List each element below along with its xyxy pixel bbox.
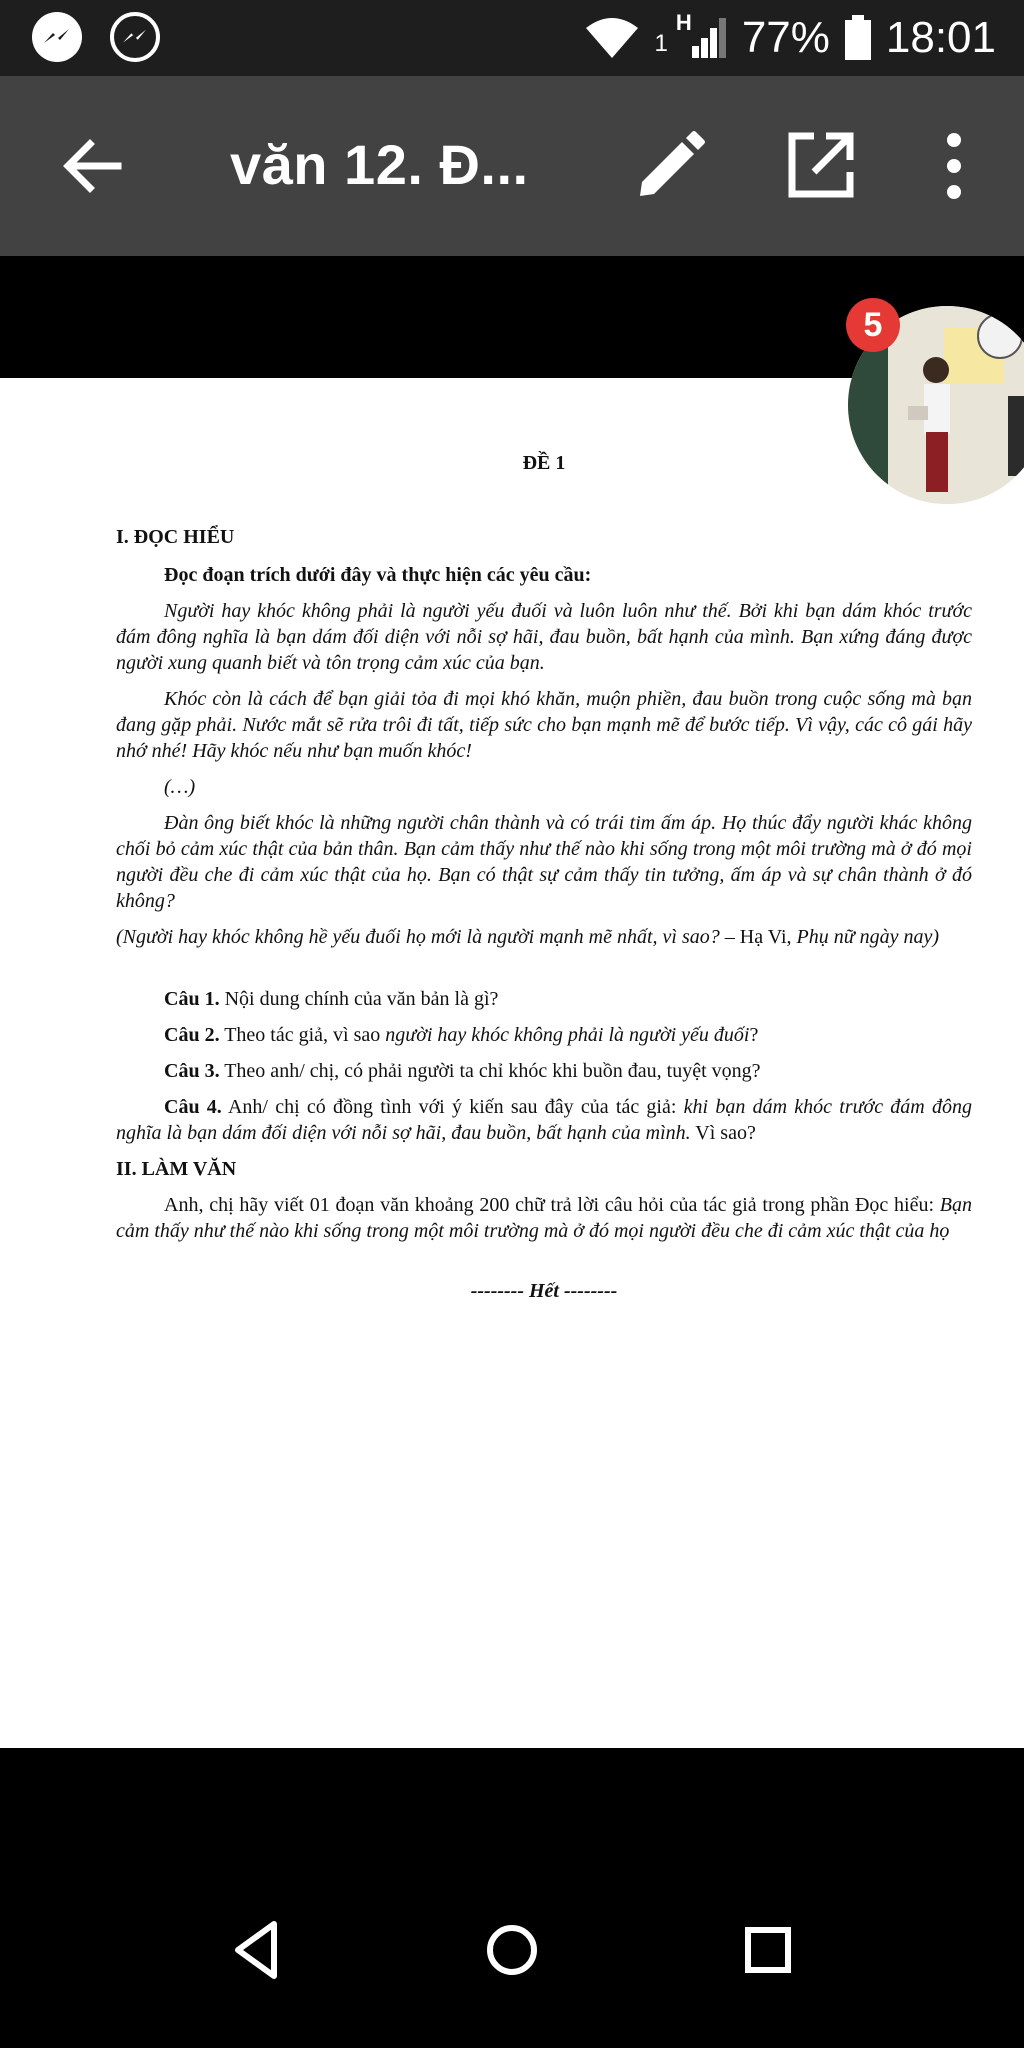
chat-head[interactable] bbox=[848, 306, 1024, 504]
clock: 18:01 bbox=[885, 13, 996, 62]
question-3 bbox=[116, 1058, 972, 1084]
passage-source bbox=[116, 924, 972, 950]
nav-home-icon[interactable] bbox=[476, 1914, 548, 1986]
nav-back-icon[interactable] bbox=[222, 1914, 294, 1986]
q2-quote: người hay khóc không phải là người yếu đuối bbox=[385, 1024, 750, 1046]
essay-quote: Bạn cảm thấy như thế nào khi sống trong một môi trường mà ở đó mọi người đều che đi cảm xúc thật của họ bbox=[116, 1194, 972, 1242]
q4-text: Anh/ chị có đồng tình với ý kiến sau đây của tác giả: bbox=[221, 1096, 684, 1118]
section-writing-title: II. LÀM VĂN bbox=[116, 1158, 237, 1180]
source-publication: Phụ nữ ngày nay) bbox=[796, 926, 940, 948]
q2-label: Câu 2. bbox=[164, 1024, 220, 1046]
passage-paragraph-1: Người hay khóc không phải là người yếu đuối và luôn luôn như thế. Bởi khi bạn dám khóc trước đám đông nghĩa là bạn dám đối diện với nỗi sợ hãi, đau buồn, bất hạnh của mình. Bạn xứng đáng được người xung quanh biết và tôn trọng cảm xúc của bạn. bbox=[116, 600, 972, 674]
back-arrow-icon[interactable] bbox=[56, 130, 128, 202]
more-vert-icon[interactable] bbox=[924, 126, 984, 206]
status-bar bbox=[0, 0, 1024, 76]
passage-paragraph-2: Khóc còn là cách để bạn giải tỏa đi mọi khó khăn, muộn phiền, đau buồn trong cuộc sống mà bạn đang gặp phải. Nước mắt sẽ rửa trôi đi tất, tiếp sức cho bạn mạnh mẽ để bước tiếp. Vì vậy, các cô gái hãy nhớ nhé! Hãy khóc nếu như bạn muốn khóc! bbox=[116, 688, 972, 762]
section-reading-title: I. ĐỌC HIỂU bbox=[116, 526, 235, 548]
navigation-bar bbox=[0, 1748, 1024, 2048]
messenger-icon bbox=[32, 12, 82, 62]
notification-icons bbox=[32, 12, 160, 62]
q1-label: Câu 1. bbox=[164, 988, 220, 1010]
source-title: (Người hay khóc không hề yếu đuối họ mới là người mạnh mẽ nhất, vì sao? bbox=[116, 926, 720, 948]
question-4 bbox=[116, 1094, 972, 1146]
q4-end: Vì sao? bbox=[690, 1122, 756, 1144]
messenger-outline-icon bbox=[110, 12, 160, 62]
document-title: văn 12. Đ... bbox=[230, 133, 529, 196]
passage-ellipsis: (…) bbox=[164, 776, 196, 798]
network-type: H bbox=[675, 10, 692, 35]
app-bar bbox=[0, 76, 1024, 256]
essay-prompt bbox=[116, 1192, 972, 1244]
passage-paragraph-3: Đàn ông biết khóc là những người chân thành và có trái tim ấm áp. Họ thúc đẩy người khác không chối bỏ cảm xúc thật của bản thân. Bạn cảm thấy như thế nào khi sống trong một môi trường mà ở đó mọi người đều che đi cảm xúc thật của họ. Bạn có thật sự cảm thấy tin tưởng, ấm áp và sự chân thành ở đó không? bbox=[116, 812, 972, 912]
q1-text: Nội dung chính của văn bản là gì? bbox=[219, 988, 499, 1010]
open-external-icon[interactable] bbox=[780, 126, 860, 206]
essay-text: Anh, chị hãy viết 01 đoạn văn khoảng 200 chữ trả lời câu hỏi của tác giả trong phần Đọc hiểu: bbox=[164, 1194, 940, 1216]
chat-head-badge: 5 bbox=[846, 298, 900, 352]
q4-label: Câu 4. bbox=[164, 1096, 222, 1118]
q4-quote: khi bạn dám khóc trước đám đông nghĩa là bạn dám đối diện với nỗi sợ hãi, đau buồn, bất hạnh của mình. bbox=[116, 1096, 972, 1144]
document-page[interactable] bbox=[0, 378, 1024, 1748]
system-status bbox=[584, 8, 996, 68]
end-mark: -------- Hết -------- bbox=[470, 1280, 618, 1302]
q3-label: Câu 3. bbox=[164, 1060, 220, 1082]
source-author: – Hạ Vi, bbox=[719, 926, 797, 948]
question-1 bbox=[116, 986, 972, 1012]
nav-recents-icon[interactable] bbox=[732, 1914, 804, 1986]
battery-percent: 77% bbox=[741, 13, 830, 62]
q2-text: Theo tác giả, vì sao bbox=[219, 1024, 386, 1046]
q3-text: Theo anh/ chị, có phải người ta chỉ khóc khi buồn đau, tuyệt vọng? bbox=[219, 1060, 761, 1082]
q2-end: ? bbox=[749, 1024, 759, 1046]
signal-icon bbox=[675, 10, 728, 60]
edit-pencil-icon[interactable] bbox=[630, 126, 710, 206]
question-2 bbox=[116, 1022, 972, 1048]
sim-slot: 1 bbox=[654, 30, 668, 57]
wifi-icon bbox=[584, 16, 640, 60]
instruction: Đọc đoạn trích dưới đây và thực hiện các yêu cầu: bbox=[164, 564, 592, 586]
exam-heading: ĐỀ 1 bbox=[522, 452, 566, 474]
battery-icon bbox=[844, 15, 872, 61]
